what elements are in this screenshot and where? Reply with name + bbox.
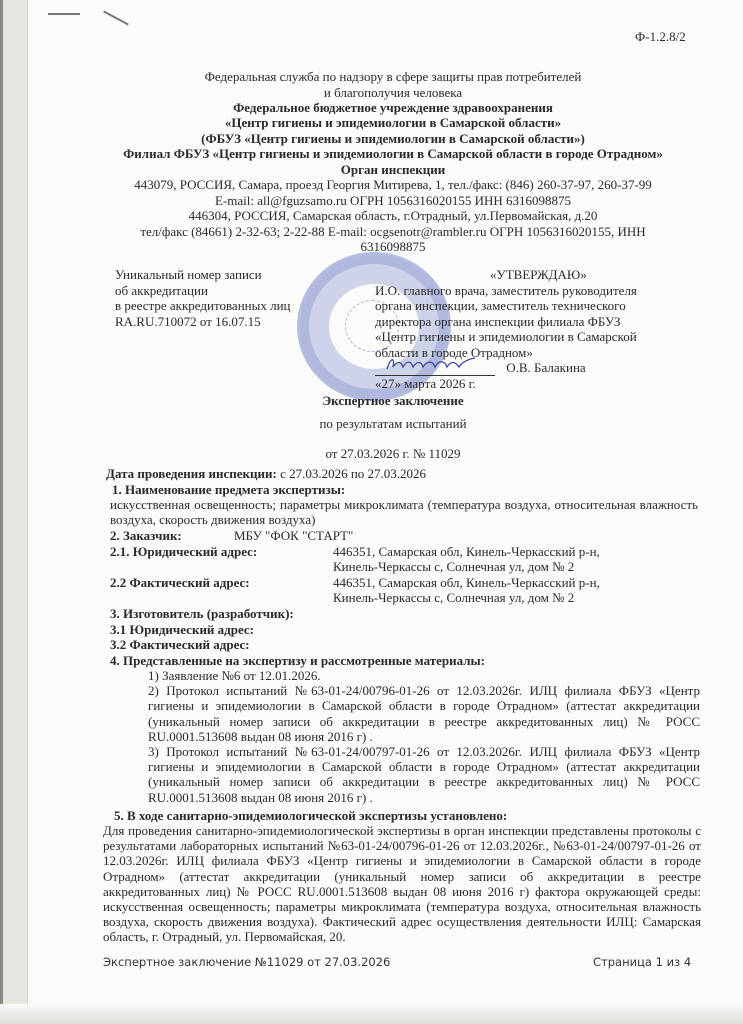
approval-position: «Центр гигиены и эпидемиологии в Самарской <box>375 329 637 344</box>
accreditation-number: RA.RU.710072 от 16.07.15 <box>115 313 261 329</box>
inspection-date <box>106 466 696 481</box>
institution-name: Федеральное бюджетное учреждение здравоохранения <box>233 100 553 115</box>
approval-title: «УТВЕРЖДАЮ» <box>490 267 587 282</box>
branch-address: 446304, РОССИЯ, Самарская область, г.Отрадный, ул.Первомайская, д.20 <box>188 208 598 223</box>
head-contacts: E-mail: all@fguzsamo.ru ОГРН 1056316020155 ИНН 6316098875 <box>214 193 571 208</box>
institution-short-name: (ФБУЗ «Центр гигиены и эпидемиологии в Самарской области») <box>201 131 585 146</box>
signature-row <box>375 360 705 376</box>
document-date-number: от 27.03.2026 г. № 11029 <box>325 446 461 461</box>
section-3-1: 3.1 Юридический адрес: <box>110 622 255 637</box>
branch-contacts: тел/факс (84661) 2-32-63; 2-22-88 E-mail: ocgsenotr@rambler.ru ОГРН 1056316020155, ИНН <box>140 224 646 239</box>
section-1-text: искусственная освещенность; параметры микроклимата (температура воздуха, относительная влажность воздуха, скорость движения воздуха) <box>110 497 698 528</box>
agency-name-cont: и благополучия человека <box>323 85 463 100</box>
section-5-text: Для проведения санитарно-эпидемиологической экспертизы в орган инспекции представлены протоколы с результатами лабораторных испытаний №63-01-24/00796-01-26 от 12.03.2026г., №63-01-24/00797-01-26 от 12.03.2026г. ИЛЦ филиала ФБУЗ «Центр гигиены и эпидемиологии в Самарской области в городе Отрадном» (аттестат аккредитации (уникальный номер записи об аккредитации в реестре аккредитованных лиц) № РОСС RU.0001.513608 выдан 08 июня 2016 г) фактора окружающей среды: искусственная освещенность; параметры микроклимата (температура воздуха, относительная влажность воздуха, скорость движения воздуха). Фактический адрес осуществления деятельности ИЛЦ: Самарская область, г. Отрадный, ул. Первомайская, 20. <box>103 823 701 945</box>
section-3-title: 3. Изготовитель (разработчик): <box>110 606 294 621</box>
actual-address-value: 446351, Самарская обл, Кинель-Черкасский р-н, Кинель-Черкассы с, Солнечная ул, дом № 2 <box>333 575 600 606</box>
inspection-body: Орган инспекции <box>340 162 446 177</box>
signature-icon <box>383 355 483 373</box>
approval-position: области в городе Отрадном» <box>375 344 533 360</box>
materials-list <box>148 668 700 805</box>
legal-address-value: 446351, Самарская обл, Кинель-Черкасский р-н, Кинель-Черкассы с, Солнечная ул, дом № 2 <box>333 544 600 575</box>
accreditation-block <box>115 267 335 329</box>
agency-name: Федеральная служба по надзору в сфере защиты прав потребителей <box>204 69 582 84</box>
section-5-title: 5. В ходе санитарно-эпидемиологической экспертизы установлено: <box>114 808 508 823</box>
actual-address-label: 2.2 Фактический адрес: <box>110 575 250 590</box>
section-2 <box>110 528 700 543</box>
scan-bottom-edge <box>0 1004 743 1024</box>
approval-position: органа инспекции, заместитель технического <box>375 298 626 313</box>
head-address: 443079, РОССИЯ, Самара, проезд Георгия Митирева, 1, тел./факс: (846) 260-37-97, 260-37-99 <box>134 177 652 192</box>
approval-position: директора органа инспекции филиала ФБУЗ <box>375 313 621 329</box>
document-title: Экспертное заключение <box>322 393 464 408</box>
section-2-1 <box>110 544 700 574</box>
approval-date: «27» марта 2026 г. <box>375 375 476 391</box>
section-2-2 <box>110 575 700 605</box>
signature-line <box>375 363 495 376</box>
inspection-date-label: Дата проведения инспекции: <box>106 466 277 481</box>
customer-label: 2. Заказчик: <box>110 528 182 543</box>
materials-item: 2) Протокол испытаний №63-01-24/00796-01-26 от 12.03.2026г. ИЛЦ филиала ФБУЗ «Центр гигиены и эпидемиологии в Самарской области в городе Отрадном» (аттестат аккредитации (уникальный номер записи об аккредитации в реестре аккредитованных лиц) № РОСС RU.0001.513608 выдан 08 июня 2016 г) . <box>148 683 700 744</box>
pen-mark <box>48 13 80 15</box>
signer-name: О.В. Балакина <box>506 360 586 375</box>
branch-contacts-cont: 6316098875 <box>360 239 426 254</box>
accreditation-line: Уникальный номер записи <box>115 267 262 282</box>
branch-name: Филиал ФБУЗ «Центр гигиены и эпидемиологии в Самарской области в городе Отрадном» <box>123 146 663 161</box>
materials-item: 3) Протокол испытаний №63-01-24/00797-01-26 от 12.03.2026г. ИЛЦ филиала ФБУЗ «Центр гигиены и эпидемиологии в Самарской области в городе Отрадном» (аттестат аккредитации (уникальный номер записи об аккредитации в реестре аккредитованных лиц) № РОСС RU.0001.513608 выдан 08 июня 2016 г) . <box>148 744 700 805</box>
legal-address-label: 2.1. Юридический адрес: <box>110 544 258 559</box>
approval-block <box>375 267 705 391</box>
footer-document-ref: Экспертное заключение №11029 от 27.03.2026 <box>103 955 391 969</box>
section-4-title: 4. Представленные на экспертизу и рассмотренные материалы: <box>110 653 485 668</box>
section-3-2: 3.2 Фактический адрес: <box>110 637 250 652</box>
materials-item: 1) Заявление №6 от 12.01.2026. <box>148 668 321 683</box>
inspection-date-value: с 27.03.2026 по 27.03.2026 <box>276 466 427 481</box>
section-1-title: 1. Наименование предмета экспертизы: <box>112 482 346 497</box>
form-code: Ф-1.2.8/2 <box>635 29 686 44</box>
approval-position: И.О. главного врача, заместитель руководителя <box>375 282 637 298</box>
accreditation-line: об аккредитации <box>115 282 208 298</box>
scan-edge <box>0 0 28 1024</box>
document-subtitle: по результатам испытаний <box>319 416 467 431</box>
pen-mark <box>103 11 129 26</box>
institution-name-cont: «Центр гигиены и эпидемиологии в Самарской области» <box>224 115 562 130</box>
customer-value: МБУ "ФОК "СТАРТ" <box>234 528 354 543</box>
page-number: Страница 1 из 4 <box>593 955 692 969</box>
accreditation-line: в реестре аккредитованных лиц <box>115 298 291 313</box>
